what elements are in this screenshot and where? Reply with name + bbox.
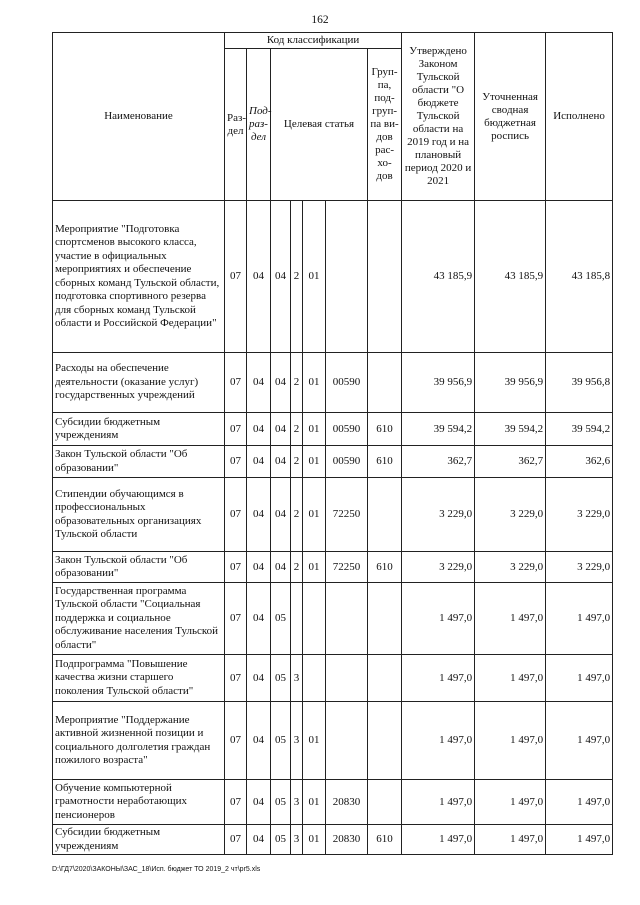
table-row [53, 702, 613, 780]
table-cell-section: 07 [225, 201, 247, 353]
table-cell-target-subprogram: 2 [291, 201, 303, 353]
table-cell-subsection: 04 [247, 780, 271, 825]
table-cell-expense-group [368, 201, 402, 353]
table-cell-target-event: 01 [303, 825, 326, 855]
table-cell-approved: 1 497,0 [402, 780, 475, 825]
table-cell-expense-group [368, 702, 402, 780]
table-cell-executed: 1 497,0 [546, 780, 613, 825]
table-cell-expense-group [368, 478, 402, 552]
table-cell-target-event: 01 [303, 201, 326, 353]
table-cell-target-direction [326, 655, 368, 702]
header-expense-group: Груп- па, под- груп- па ви- дов рас- хо- дов [368, 49, 402, 201]
table-row-name: Стипендии обучающимся в профессиональных образовательных организациях Тульской области [53, 478, 225, 552]
table-row-name: Расходы на обеспечение деятельности (оказание услуг) государственных учреждений [53, 353, 225, 413]
table-cell-target-event: 01 [303, 353, 326, 413]
table-cell-expense-group: 610 [368, 825, 402, 855]
table-cell-target-subprogram: 2 [291, 478, 303, 552]
table-cell-expense-group [368, 655, 402, 702]
table-cell-section: 07 [225, 446, 247, 478]
table-cell-executed: 1 497,0 [546, 655, 613, 702]
table-cell-executed: 43 185,8 [546, 201, 613, 353]
table-row [53, 201, 613, 353]
budget-table [52, 32, 613, 855]
table-row-name: Государственная программа Тульской области "Социальная поддержка и социальное обслуживание населения Тульской области" [53, 583, 225, 655]
table-cell-refined: 3 229,0 [475, 552, 546, 583]
table-cell-approved: 1 497,0 [402, 702, 475, 780]
header-section: Раз- дел [225, 49, 247, 201]
table-cell-section: 07 [225, 702, 247, 780]
table-cell-target-event: 01 [303, 552, 326, 583]
table-cell-section: 07 [225, 353, 247, 413]
table-cell-section: 07 [225, 825, 247, 855]
table-cell-target-direction: 72250 [326, 552, 368, 583]
table-cell-section: 07 [225, 413, 247, 446]
table-cell-refined: 1 497,0 [475, 780, 546, 825]
table-row-name: Субсидии бюджетным учреждениям [53, 413, 225, 446]
table-cell-approved: 3 229,0 [402, 552, 475, 583]
table-cell-target-subprogram [291, 583, 303, 655]
table-cell-approved: 1 497,0 [402, 583, 475, 655]
table-cell-expense-group: 610 [368, 552, 402, 583]
table-cell-target-subprogram: 2 [291, 552, 303, 583]
table-cell-target-program: 05 [271, 825, 291, 855]
table-cell-subsection: 04 [247, 552, 271, 583]
table-cell-approved: 39 956,9 [402, 353, 475, 413]
header-executed: Исполнено [546, 33, 613, 201]
table-cell-target-direction: 00590 [326, 413, 368, 446]
table-cell-target-direction: 00590 [326, 353, 368, 413]
table-row [53, 655, 613, 702]
table-cell-subsection: 04 [247, 583, 271, 655]
table-cell-target-event: 01 [303, 446, 326, 478]
table-cell-section: 07 [225, 552, 247, 583]
header-classification-code: Код классификации [225, 33, 402, 49]
table-cell-expense-group [368, 583, 402, 655]
table-row-name: Субсидии бюджетным учреждениям [53, 825, 225, 855]
table-cell-target-event [303, 583, 326, 655]
table-cell-target-program: 04 [271, 552, 291, 583]
table-cell-target-subprogram: 3 [291, 780, 303, 825]
table-cell-refined: 362,7 [475, 446, 546, 478]
table-cell-approved: 39 594,2 [402, 413, 475, 446]
table-cell-subsection: 04 [247, 702, 271, 780]
table-cell-executed: 1 497,0 [546, 702, 613, 780]
table-cell-expense-group: 610 [368, 446, 402, 478]
table-cell-refined: 3 229,0 [475, 478, 546, 552]
file-path-footer: D:\ГД7\2020\ЗАКОНЫ\ЗАС_18\Исп. бюджет ТО 2019_2 чт\pr5.xls [52, 866, 261, 873]
table-cell-executed: 3 229,0 [546, 552, 613, 583]
table-cell-subsection: 04 [247, 446, 271, 478]
table-cell-executed: 39 594,2 [546, 413, 613, 446]
table-row-name: Мероприятие "Поддержание активной жизненной позиции и социального долголетия граждан пожилого возраста" [53, 702, 225, 780]
table-cell-expense-group [368, 353, 402, 413]
table-cell-refined: 1 497,0 [475, 655, 546, 702]
table-row [53, 446, 613, 478]
table-cell-target-event: 01 [303, 702, 326, 780]
table-cell-approved: 1 497,0 [402, 655, 475, 702]
table-cell-refined: 43 185,9 [475, 201, 546, 353]
table-cell-target-subprogram: 3 [291, 655, 303, 702]
table-cell-refined: 39 956,9 [475, 353, 546, 413]
table-cell-refined: 39 594,2 [475, 413, 546, 446]
table-cell-subsection: 04 [247, 478, 271, 552]
header-refined: Уточненная сводная бюджетная роспись [475, 33, 546, 201]
table-cell-target-subprogram: 3 [291, 825, 303, 855]
table-cell-target-direction [326, 702, 368, 780]
table-cell-target-program: 04 [271, 478, 291, 552]
table-cell-target-subprogram: 2 [291, 353, 303, 413]
table-cell-target-event: 01 [303, 780, 326, 825]
table-row-name: Мероприятие "Подготовка спортсменов высокого класса, участие в официальных мероприятиях и обеспечение сборных команд Тульской области, подготовка спортивного резерва для сборных команд Тульской области и Российской Федерации" [53, 201, 225, 353]
table-row-name: Обучение компьютерной грамотности неработающих пенсионеров [53, 780, 225, 825]
table-cell-target-program: 04 [271, 201, 291, 353]
header-name: Наименование [53, 33, 225, 201]
table-cell-subsection: 04 [247, 353, 271, 413]
table-cell-target-direction: 20830 [326, 825, 368, 855]
table-cell-target-program: 05 [271, 780, 291, 825]
table-cell-target-direction: 00590 [326, 446, 368, 478]
table-cell-section: 07 [225, 655, 247, 702]
table-cell-target-program: 05 [271, 583, 291, 655]
table-cell-target-program: 04 [271, 446, 291, 478]
table-cell-target-subprogram: 3 [291, 702, 303, 780]
header-target-article: Целевая статья [271, 49, 368, 201]
table-cell-target-event: 01 [303, 478, 326, 552]
table-cell-target-direction [326, 201, 368, 353]
table-cell-approved: 3 229,0 [402, 478, 475, 552]
table-cell-executed: 1 497,0 [546, 583, 613, 655]
table-row [53, 478, 613, 552]
table-cell-target-subprogram: 2 [291, 446, 303, 478]
table-cell-target-direction: 72250 [326, 478, 368, 552]
table-row [53, 413, 613, 446]
table-cell-approved: 1 497,0 [402, 825, 475, 855]
table-cell-section: 07 [225, 583, 247, 655]
table-row [53, 353, 613, 413]
table-cell-approved: 43 185,9 [402, 201, 475, 353]
table-cell-executed: 1 497,0 [546, 825, 613, 855]
table-row [53, 780, 613, 825]
table-cell-subsection: 04 [247, 825, 271, 855]
header-subsection: Под- раз- дел [247, 49, 271, 201]
table-cell-target-direction [326, 583, 368, 655]
table-cell-expense-group: 610 [368, 413, 402, 446]
page-number: 162 [311, 14, 329, 26]
table-cell-subsection: 04 [247, 201, 271, 353]
table-row-name: Закон Тульской области "Об образовании" [53, 552, 225, 583]
table-row [53, 583, 613, 655]
table-cell-refined: 1 497,0 [475, 825, 546, 855]
table-cell-target-subprogram: 2 [291, 413, 303, 446]
table-cell-executed: 39 956,8 [546, 353, 613, 413]
table-cell-target-program: 04 [271, 353, 291, 413]
table-cell-target-direction: 20830 [326, 780, 368, 825]
table-cell-subsection: 04 [247, 655, 271, 702]
table-row [53, 825, 613, 855]
table-cell-target-program: 05 [271, 655, 291, 702]
table-cell-target-program: 04 [271, 413, 291, 446]
table-cell-refined: 1 497,0 [475, 702, 546, 780]
table-cell-target-program: 05 [271, 702, 291, 780]
table-cell-section: 07 [225, 478, 247, 552]
table-cell-section: 07 [225, 780, 247, 825]
table-cell-executed: 362,6 [546, 446, 613, 478]
table-cell-target-event [303, 655, 326, 702]
table-cell-executed: 3 229,0 [546, 478, 613, 552]
table-row-name: Закон Тульской области "Об образовании" [53, 446, 225, 478]
table-cell-target-event: 01 [303, 413, 326, 446]
table-cell-approved: 362,7 [402, 446, 475, 478]
table-cell-refined: 1 497,0 [475, 583, 546, 655]
table-cell-subsection: 04 [247, 413, 271, 446]
table-cell-expense-group [368, 780, 402, 825]
header-approved: Утверждено Законом Тульской области "О бюджете Тульской области на 2019 год и на плановый период 2020 и 2021 [402, 33, 475, 201]
table-row [53, 552, 613, 583]
table-row-name: Подпрограмма "Повышение качества жизни старшего поколения Тульской области" [53, 655, 225, 702]
